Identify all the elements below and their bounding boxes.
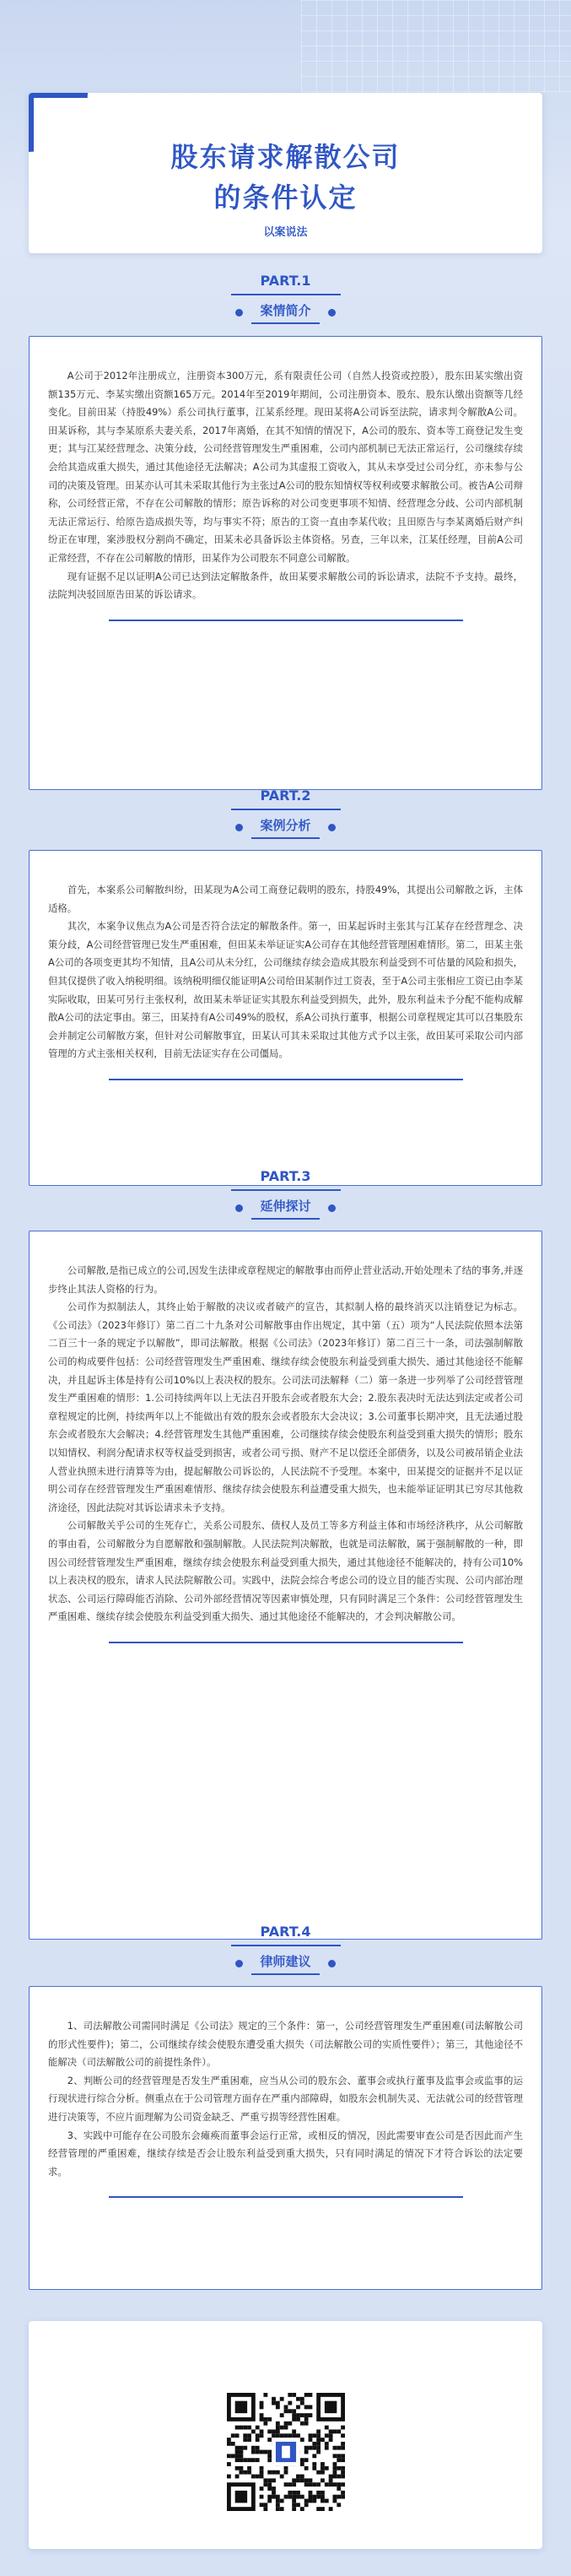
title-card — [29, 93, 542, 253]
paragraph: 公司作为拟制法人，其终止始于解散的决议或者破产的宣告，其拟制人格的最终消灭以注销登记为标志。《公司法》（2023年修订）第二百二十九条对公司解散事由作出规定，其中第（五）项为“人民法院依照本法第二百三十一条的规定予以解散”，即司法解散。根据《公司法》（2023年修订）第二百三十一条，司法强制解散公司的构成要件包括：公司经营管理发生严重困难、继续存续会使股东利益受到重大损失、通过其他途径不能解决，并且起诉主体是持有公司10%以上表决权的股东。公司法司法解释（二）第一条进一步列举了公司经营管理发生严重困难的情形：1.公司持续两年以上无法召开股东会或者股东大会；2.股东表决时无法达到法定或者公司章程规定的比例，持续两年以上不能做出有效的股东会或者股东大会决议；3.公司董事长期冲突，且无法通过股东会或者股东大会解决；4.经营管理发生其他严重困难，公司继续存续会使股东利益受到重大损失的情形；股东以知情权、利润分配请求权等权益受到损害，或者公司亏损、财产不足以偿还全部债务，以及公司被吊销企业法人营业执照未进行清算等为由，提起解散公司诉讼的，人民法院不予受理。本案中，田某提交的证据并不足以证明公司存在经营管理发生严重困难情形、继续存续会使股东利益遭受重大损失，也未能举证证明其已穷尽其他救济途径，因此法院对其诉讼请求未予支持。 — [48, 1301, 523, 1513]
paragraph: 现有证据不足以证明A公司已达到法定解散条件，故田某要求解散公司的诉讼请求，法院不予支持。最终，法院判决驳回原告田某的诉讼请求。 — [48, 570, 523, 601]
bullet-dot — [235, 309, 243, 317]
part-name: 案例分析 — [251, 815, 319, 839]
part-3-header — [0, 1167, 571, 1220]
part-number: PART.2 — [260, 787, 311, 804]
paragraph: 公司解散,是指已成立的公司,因发生法律或章程规定的解散事由而停止营业活动,开始处理未了结的事务,并逐步终止其法人资格的行为。 — [48, 1264, 523, 1295]
part-name: 延伸探讨 — [251, 1196, 319, 1220]
bullet-dot — [328, 824, 336, 831]
part-1-header — [0, 272, 571, 324]
decorative-grid — [301, 0, 571, 93]
bullet-dot — [328, 1960, 336, 1967]
qr-card — [29, 2321, 542, 2549]
paragraph: 1、司法解散公司需同时满足《公司法》规定的三个条件：第一，公司经营管理发生严重困难(司法解散公司的形式性要件)；第二，公司继续存续会使股东遭受重大损失（司法解散公司的实质性要件）；第三，其他途径不能解决（司法解散公司的前提性条件）。 — [48, 2020, 523, 2069]
divider — [109, 620, 463, 621]
part-1-content — [29, 336, 542, 790]
part-number: PART.1 — [260, 273, 311, 289]
paragraph: 3、实践中可能存在公司股东会瘫痪而董事会运行正常，或相反的情况，因此需要审查公司是否因此而产生经营管理的严重困难，继续存续是否会让股东利益受到重大损失，只有同时满足的情况下才符合诉讼的法定要求。 — [48, 2129, 523, 2178]
part-3-content — [29, 1231, 542, 1940]
part-number: PART.3 — [260, 1168, 311, 1184]
bullet-dot — [235, 1204, 243, 1212]
bullet-dot — [235, 1960, 243, 1967]
paragraph: 其次，本案争议焦点为A公司是否符合法定的解散条件。第一，田某起诉时主张其与江某存在经营理念、决策分歧，A公司经营管理已发生严重困难，但田某未举证证实A公司存在其他经营管理困难情形。第二，田某主张A公司的各项变更其均不知情，且A公司从未分红，公司继续存续会造成其股东利益受到不可估量的风险和损失，但其仅提供了收入纳税明细。该纳税明细仅能证明A公司给田某制作过工资表，至于A公司主张相应工资已由李某实际收取，田某可另行主张权利，故田某未举证证实其股东利益受到损失，此外，股东利益未予分配不能构成解散A公司的法定事由。第三，田某持有A公司49%的股权，系A公司执行董事，根据公司章程规定其可以召集股东会并制定公司解散方案，但针对公司解散事宜，田某认可其未采取过其他方式予以主张，故田某可采取公司内部管理的方式主张相关权利，目前无法证实存在公司僵局。 — [48, 920, 523, 1060]
part-2-content — [29, 850, 542, 1186]
divider — [109, 2196, 463, 2198]
bullet-dot — [328, 1204, 336, 1212]
part-name: 律师建议 — [251, 1951, 319, 1975]
divider — [109, 1079, 463, 1080]
qr-code-icon[interactable] — [227, 2393, 345, 2511]
page-title — [29, 137, 542, 218]
part-number: PART.4 — [260, 1924, 311, 1940]
page-subtitle: 以案说法 — [263, 226, 308, 239]
bullet-dot — [328, 309, 336, 317]
paragraph: 2、判断公司的经营管理是否发生严重困难，应当从公司的股东会、董事会或执行董事及监事会或监事的运行现状进行综合分析。侧重点在于公司管理方面存在严重内部障碍，如股东会机制失灵、无法就公司的经营管理进行决策等，不应片面理解为公司资金缺乏、严重亏损等经营性困难。 — [48, 2074, 523, 2123]
paragraph: 公司解散关乎公司的生死存亡，关系公司股东、债权人及员工等多方利益主体和市场经济秩序，从公司解散的事由看，公司解散分为自愿解散和强制解散。人民法院判决解散，也就是司法解散，属于强制解散的一种，即因公司经营管理发生严重困难，继续存续会使股东利益受到重大损失，通过其他途径不能解决的，持有公司10%以上表决权的股东，请求人民法院解散公司。实践中，法院会综合考虑公司的设立目的能否实现、公司内部治理状态、公司运行障碍能否消除、公司外部经营情况等因素审慎处理，只有同时满足三个条件：公司经营管理发生严重困难、继续存续会使股东利益受到重大损失、通过其他途径不能解决的，才会判决解散公司。 — [48, 1519, 523, 1623]
part-2-header — [0, 787, 571, 839]
bullet-dot — [235, 824, 243, 831]
divider — [109, 1642, 463, 1643]
title-line-1: 股东请求解散公司 — [170, 141, 401, 173]
title-line-2: 的条件认定 — [213, 181, 358, 214]
part-4-content — [29, 1986, 542, 2290]
part-name: 案情简介 — [251, 300, 319, 324]
paragraph: 首先，本案系公司解散纠纷，田某现为A公司工商登记载明的股东，持股49%，其提出公司解散之诉，主体适格。 — [48, 884, 523, 914]
paragraph: A公司于2012年注册成立，注册资本300万元，系有限责任公司（自然人投资或控股），股东田某实缴出资额135万元、李某实缴出资额165万元。2014年至2019年期间，公司注册资本、股东、股东认缴出资额等几经变化。目前田某（持股49%）系公司执行董事，江某系经理。现田某将A公司诉至法院，请求判令解散A公司。田某诉称，其与李某原系夫妻关系，2017年离婚，在其不知情的情况下，A公司的股东、资本等工商登记发生变更；其与江某经营理念、决策分歧，公司经营管理发生严重困难，公司内部机制已无法正常运行，公司继续存续会给其造成重大损失，通过其他途径无法解决；A公司为其虚报工资收入，其从未享受过公司分红，亦未参与公司的决策及管理。田某亦认可其未采取其他行为主张过A公司的股东知情权等权利或要求解散公司。被告A公司辩称，公司经营正常，不存在公司解散的情形；原告诉称的对公司变更事项不知情、经营理念分歧、公司内部机制无法正常运行、给原告造成损失等，均与事实不符；原告的工资一直由李某代收；且田原告与李某离婚后财产纠纷正在审理，案涉股权分割尚不确定，田某未必具备诉讼主体资格。另查，三年以来，江某任经理，目前A公司正常经营，不存在公司解散的情形，田某作为公司股东不同意公司解散。 — [48, 370, 523, 564]
part-4-header — [0, 1923, 571, 1975]
